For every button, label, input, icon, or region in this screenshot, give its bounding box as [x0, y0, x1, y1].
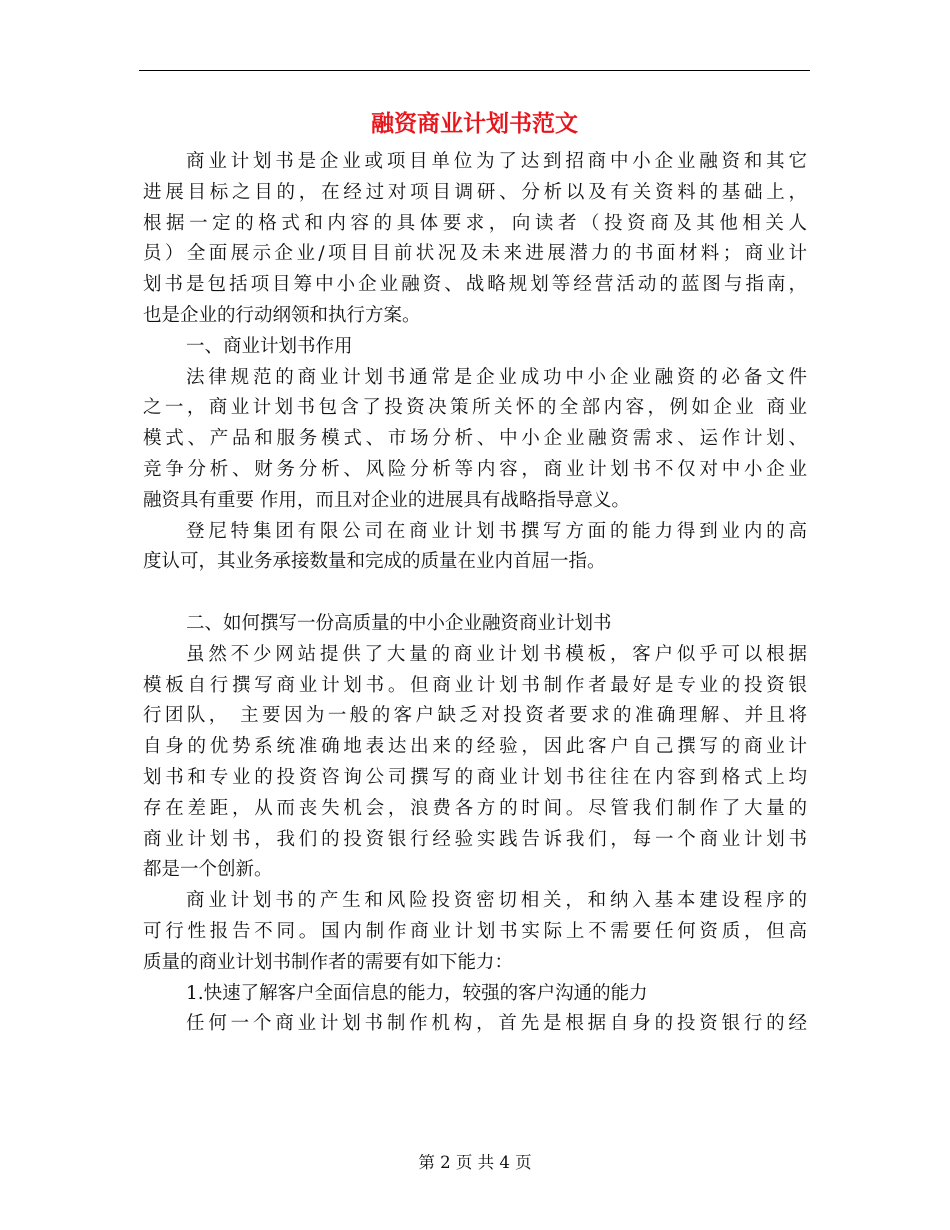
text-line: 质量的商业计划书制作者的需要有如下能力：: [143, 951, 514, 973]
text-line: 二、如何撰写一份高质量的中小企业融资商业计划书: [186, 612, 612, 634]
text-line: 任何一个商业计划书制作机构，首先是根据自身的投资银行的经: [186, 1013, 807, 1035]
text-line: 商业计划书是企业或项目单位为了达到招商中小企业融资和其它: [186, 151, 807, 172]
text-line: 商业计划书的产生和风险投资密切相关，和纳入基本建设程序的: [186, 890, 807, 912]
text-line: 也是企业的行动纲领和执行方案。: [143, 304, 421, 326]
text-line: 商业计划书，我们的投资银行经验实践告诉我们，每一个商业计划书: [143, 828, 807, 850]
text-line: 竞争分析、财务分析、风险分析等内容，商业计划书不仅对中小企业: [143, 458, 807, 480]
text-line: 自身的优势系统准确地表达出来的经验，因此客户自己撰写的商业计: [143, 736, 807, 758]
header-rule: [139, 70, 810, 71]
text-line: 进展目标之目的，在经过对项目调研、分析以及有关资料的基础上，: [143, 181, 807, 203]
text-line: 1.快速了解客户全面信息的能力，较强的客户沟通的能力: [186, 982, 648, 1004]
text-line: 虽然不少网站提供了大量的商业计划书模板，客户似乎可以根据: [186, 643, 807, 665]
document-body: [143, 147, 807, 1040]
text-line: 根据一定的格式和内容的具体要求，向读者（投资商及其他相关人: [143, 212, 807, 234]
blank-line: [143, 578, 807, 609]
text-line: 融资具有重要 作用，而且对企业的进展具有战略指导意义。: [143, 489, 630, 511]
text-line: 法律规范的商业计划书通常是企业成功中小企业融资的必备文件: [186, 366, 807, 388]
text-line: 一、商业计划书作用: [186, 335, 353, 357]
text-line: 模式、产品和服务模式、市场分析、中小企业融资需求、运作计划、: [143, 428, 807, 450]
text-line: 划书是包括项目筹中小企业融资、战略规划等经营活动的蓝图与指南，: [143, 274, 807, 296]
text-line: 之一，商业计划书包含了投资决策所关怀的全部内容，例如企业 商业: [143, 397, 807, 419]
page-footer: 第 2 页 共 4 页: [418, 1153, 532, 1172]
text-line: 员）全面展示企业/项目目前状况及未来进展潜力的书面材料；商业计: [143, 243, 807, 265]
text-line: 存在差距，从而丧失机会，浪费各方的时间。尽管我们制作了大量的: [143, 797, 807, 819]
text-line: 都是一个创新。: [143, 859, 273, 881]
text-line: 划书和专业的投资咨询公司撰写的商业计划书往往在内容到格式上均: [143, 766, 807, 788]
text-line: 度认可，其业务承接数量和完成的质量在业内首屈一指。: [143, 551, 606, 573]
text-line: 登尼特集团有限公司在商业计划书撰写方面的能力得到业内的高: [186, 520, 807, 542]
text-line: 行团队， 主要因为一般的客户缺乏对投资者要求的准确理解、并且将: [143, 705, 807, 727]
text-line: 模板自行撰写商业计划书。但商业计划书制作者最好是专业的投资银: [143, 674, 807, 696]
text-line: 可行性报告不同。国内制作商业计划书实际上不需要任何资质，但高: [143, 920, 807, 942]
document-title: 融资商业计划书范文: [371, 111, 578, 137]
